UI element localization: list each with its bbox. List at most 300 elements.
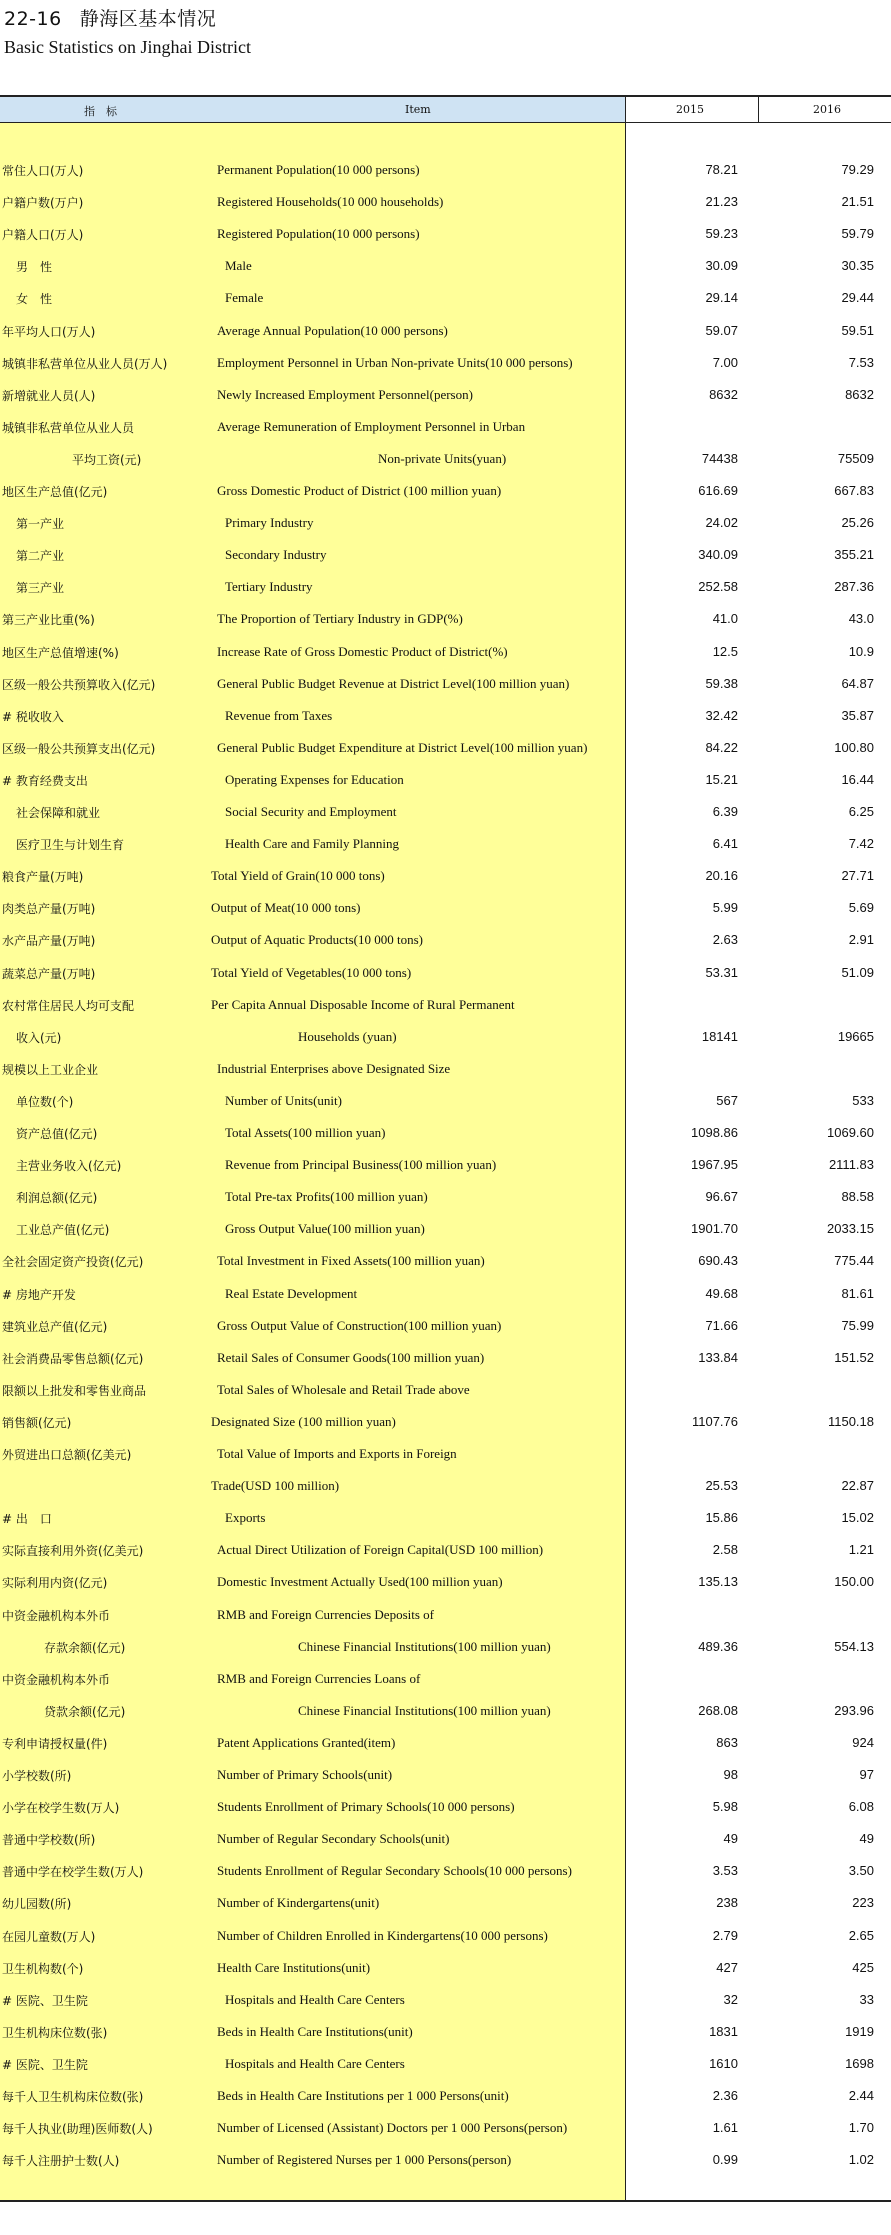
table-row — [0, 1212, 891, 1244]
row-label-en: Total Yield of Grain(10 000 tons) — [211, 868, 385, 884]
row-label-en: RMB and Foreign Currencies Loans of — [217, 1670, 421, 1686]
value-2015: 6.41 — [712, 836, 738, 852]
table-row — [0, 859, 891, 891]
row-label-en: Female — [225, 290, 264, 306]
value-2016: 35.87 — [841, 707, 874, 723]
table-row — [0, 2111, 891, 2143]
table-row — [0, 1373, 891, 1405]
row-label-en: Gross Output Value of Construction(100 million yuan) — [217, 1317, 502, 1333]
table-row — [0, 1437, 891, 1469]
table-row — [0, 1630, 891, 1662]
row-label-en: Hospitals and Health Care Centers — [225, 2055, 405, 2071]
table-row — [0, 1598, 891, 1630]
table-row — [0, 378, 891, 410]
value-2015: 96.67 — [705, 1189, 738, 1205]
row-label-zh: # 税收收入 — [2, 709, 64, 724]
table-row — [0, 2047, 891, 2079]
value-2016: 51.09 — [841, 964, 874, 980]
header-item-zh: 指 标 — [84, 105, 117, 118]
value-2016: 1.02 — [848, 2152, 874, 2168]
row-label-en: Hospitals and Health Care Centers — [225, 1991, 405, 2007]
row-label-zh: 幼儿园数(所) — [2, 1897, 72, 1912]
value-2016: 81.61 — [841, 1285, 874, 1301]
row-label-zh: 男 性 — [16, 260, 53, 275]
value-2016: 64.87 — [841, 675, 874, 691]
row-label-zh: 规模以上工业企业 — [2, 1062, 99, 1077]
row-label-zh: 每千人执业(助理)医师数(人) — [2, 2122, 153, 2137]
row-label-zh: 小学在校学生数(万人) — [2, 1801, 120, 1816]
value-2016: 1150.18 — [827, 1413, 874, 1429]
column-divider-year — [758, 95, 759, 123]
row-label-zh: 地区生产总值(亿元) — [2, 485, 108, 499]
row-label-en: Number of Regular Secondary Schools(unit) — [217, 1831, 450, 1847]
row-label-en: Real Estate Development — [225, 1285, 358, 1301]
header-year-2016: 2016 — [813, 103, 841, 116]
value-2016: 15.02 — [841, 1510, 874, 1526]
value-2016: 75509 — [837, 450, 874, 466]
table-row — [0, 442, 891, 474]
row-label-en: Newly Increased Employment Personnel(person) — [217, 386, 473, 402]
row-label-en: Output of Aquatic Products(10 000 tons) — [211, 932, 423, 948]
row-label-zh: # 教育经费支出 — [2, 773, 88, 788]
row-label-zh: 城镇非私营单位从业人员(万人) — [2, 356, 168, 371]
row-label-en: Gross Domestic Product of District (100 million yuan) — [217, 483, 502, 498]
table-row — [0, 699, 891, 731]
row-label-en: Exports — [225, 1510, 266, 1526]
row-label-zh: # 医院、卫生院 — [2, 2057, 88, 2072]
row-label-zh: 常住人口(万人) — [2, 164, 84, 178]
title-zh-line — [4, 4, 251, 31]
value-2016: 75.99 — [841, 1317, 874, 1333]
value-2015: 15.21 — [705, 771, 738, 787]
row-label-zh: 女 性 — [16, 292, 53, 307]
table-row — [0, 570, 891, 602]
value-2016: 16.44 — [841, 771, 874, 787]
value-2015: 2.58 — [712, 1542, 738, 1558]
value-2015: 340.09 — [698, 547, 738, 563]
row-label-zh: 工业总产值(亿元) — [16, 1223, 110, 1238]
value-2015: 32.42 — [705, 707, 738, 723]
value-2016: 100.80 — [834, 739, 874, 755]
row-label-zh: 第一产业 — [16, 517, 65, 532]
table-row — [0, 346, 891, 378]
value-2015: 6.39 — [712, 804, 738, 819]
value-2015: 7.00 — [712, 354, 738, 370]
value-2015: 78.21 — [705, 162, 738, 177]
row-label-en: Total Yield of Vegetables(10 000 tons) — [211, 964, 412, 980]
row-label-en: Trade(USD 100 million) — [211, 1478, 340, 1494]
table-row — [0, 795, 891, 827]
value-2016: 6.08 — [848, 1799, 874, 1815]
row-label-en: Students Enrollment of Primary Schools(10 000 persons) — [217, 1799, 515, 1815]
row-label-en: Total Value of Imports and Exports in Foreign — [217, 1446, 457, 1461]
value-2015: 2.63 — [712, 932, 738, 948]
row-label-en: Output of Meat(10 000 tons) — [211, 900, 361, 916]
table-row — [0, 923, 891, 955]
row-label-en: Operating Expenses for Education — [225, 771, 404, 787]
value-2015: 2.79 — [712, 1927, 738, 1943]
value-2016: 22.87 — [841, 1478, 874, 1494]
value-2016: 6.25 — [848, 804, 874, 819]
row-label-zh: 限额以上批发和零售业商品 — [2, 1383, 147, 1398]
value-2016: 29.44 — [841, 290, 874, 306]
table-row — [0, 1983, 891, 2015]
row-label-zh: 新增就业人员(人) — [2, 388, 96, 403]
row-label-zh: 第三产业比重(%) — [2, 613, 95, 628]
row-label-zh: 收入(元) — [16, 1030, 62, 1045]
table-row — [0, 1309, 891, 1341]
row-label-en: Average Remuneration of Employment Personnel in Urban — [217, 418, 526, 434]
value-2015: 616.69 — [698, 483, 738, 498]
row-label-en: Tertiary Industry — [225, 579, 313, 595]
value-2016: 27.71 — [841, 868, 874, 884]
row-label-zh: 单位数(个) — [16, 1094, 74, 1109]
value-2015: 268.08 — [698, 1702, 738, 1718]
value-2015: 25.53 — [705, 1478, 738, 1494]
value-2015: 2.36 — [712, 2088, 738, 2103]
value-2016: 1.70 — [848, 2120, 874, 2136]
value-2016: 2.65 — [848, 1927, 874, 1943]
row-label-zh: 存款余额(亿元) — [44, 1640, 126, 1655]
value-2016: 554.13 — [834, 1638, 874, 1654]
table-row — [0, 1084, 891, 1116]
row-label-zh: # 出 口 — [2, 1512, 52, 1527]
table-row — [0, 281, 891, 313]
row-label-en: Industrial Enterprises above Designated Size — [217, 1060, 451, 1076]
header-item-en: Item — [405, 103, 431, 116]
value-2015: 8632 — [709, 386, 738, 402]
row-label-en: Patent Applications Granted(item) — [217, 1734, 396, 1750]
value-2015: 49.68 — [705, 1285, 738, 1301]
row-label-en: Registered Population(10 000 persons) — [217, 226, 420, 242]
value-2016: 33 — [859, 1991, 874, 2007]
row-label-en: Per Capita Annual Disposable Income of Rural Permanent — [211, 996, 515, 1012]
value-2016: 19665 — [837, 1028, 874, 1044]
value-2015: 135.13 — [698, 1574, 738, 1590]
row-label-zh: 平均工资(元) — [72, 452, 142, 467]
value-2015: 20.16 — [705, 868, 738, 884]
value-2016: 97 — [859, 1767, 874, 1782]
row-label-en: Health Care Institutions(unit) — [217, 1959, 371, 1975]
table-row — [0, 763, 891, 795]
row-label-zh: 普通中学在校学生数(万人) — [2, 1865, 144, 1880]
value-2015: 1098.86 — [691, 1125, 738, 1140]
value-2015: 32 — [723, 1991, 738, 2007]
row-label-zh: 户籍户数(万户) — [2, 196, 84, 211]
title-zh: 静海区基本情况 — [79, 8, 217, 30]
row-label-zh: 中资金融机构本外币 — [2, 1672, 111, 1687]
table-row — [0, 1533, 891, 1565]
table-bottom-rule — [0, 2200, 891, 2202]
row-label-en: Chinese Financial Institutions(100 million yuan) — [298, 1702, 551, 1718]
value-2016: 1069.60 — [827, 1125, 874, 1140]
value-2015: 489.36 — [698, 1638, 738, 1654]
table-row — [0, 956, 891, 988]
value-2015: 30.09 — [705, 258, 738, 274]
table-row — [0, 1854, 891, 1886]
row-label-en: Total Investment in Fixed Assets(100 million yuan) — [217, 1253, 485, 1269]
table-row — [0, 1501, 891, 1533]
table-row — [0, 1277, 891, 1309]
header-year-2015: 2015 — [676, 103, 704, 116]
row-label-zh: 地区生产总值增速(%) — [2, 645, 119, 660]
value-2015: 41.0 — [712, 611, 738, 627]
row-label-en: Average Annual Population(10 000 persons) — [217, 322, 448, 338]
row-label-en: Employment Personnel in Urban Non-private Units(10 000 persons) — [217, 354, 573, 370]
table-row — [0, 1020, 891, 1052]
value-2016: 1698 — [845, 2055, 874, 2071]
value-2016: 1.21 — [848, 1542, 874, 1558]
row-label-zh: 粮食产量(万吨) — [2, 870, 84, 885]
value-2016: 30.35 — [841, 258, 874, 274]
table-row — [0, 249, 891, 281]
value-2015: 3.53 — [712, 1863, 738, 1879]
value-2015: 59.07 — [705, 322, 738, 338]
row-label-zh: 卫生机构数(个) — [2, 1961, 84, 1976]
value-2015: 5.99 — [712, 900, 738, 916]
row-label-zh: 卫生机构床位数(张) — [2, 2025, 108, 2040]
value-2015: 863 — [716, 1734, 738, 1750]
row-label-en: Total Sales of Wholesale and Retail Trade above — [217, 1381, 470, 1397]
row-label-zh: 实际直接利用外资(亿美元) — [2, 1544, 144, 1559]
row-label-zh: 区级一般公共预算支出(亿元) — [2, 741, 156, 756]
value-2016: 1919 — [845, 2023, 874, 2039]
row-label-en: General Public Budget Revenue at District Level(100 million yuan) — [217, 675, 570, 691]
row-label-en: Secondary Industry — [225, 547, 327, 563]
value-2015: 427 — [716, 1959, 738, 1975]
value-2015: 1107.76 — [691, 1413, 738, 1429]
value-2015: 71.66 — [705, 1317, 738, 1333]
row-label-zh: 外贸进出口总额(亿美元) — [2, 1448, 132, 1462]
value-2015: 18141 — [701, 1028, 738, 1044]
row-label-zh: 资产总值(亿元) — [16, 1127, 98, 1141]
row-label-en: Male — [225, 258, 252, 274]
table-row — [0, 506, 891, 538]
table-row — [0, 1180, 891, 1212]
table-row — [0, 667, 891, 699]
value-2015: 24.02 — [705, 515, 738, 531]
row-label-en: The Proportion of Tertiary Industry in GDP(%) — [217, 611, 463, 627]
table-row — [0, 891, 891, 923]
value-2016: 151.52 — [834, 1349, 874, 1365]
row-label-en: Beds in Health Care Institutions(unit) — [217, 2023, 413, 2039]
table-row — [0, 2079, 891, 2111]
value-2015: 59.38 — [705, 675, 738, 691]
value-2015: 1831 — [709, 2023, 738, 2039]
value-2016: 25.26 — [841, 515, 874, 531]
row-label-zh: 贷款余额(亿元) — [44, 1704, 126, 1719]
value-2016: 2111.83 — [828, 1157, 874, 1173]
value-2016: 924 — [852, 1734, 874, 1750]
table-row — [0, 153, 891, 185]
value-2015: 133.84 — [698, 1349, 738, 1365]
row-label-en: Households (yuan) — [298, 1028, 397, 1044]
row-label-zh: 利润总额(亿元) — [16, 1191, 98, 1206]
value-2016: 88.58 — [841, 1189, 874, 1205]
table-row — [0, 1565, 891, 1597]
value-2015: 98 — [723, 1767, 738, 1782]
row-label-zh: 建筑业总产值(亿元) — [2, 1319, 108, 1334]
table-row — [0, 988, 891, 1020]
value-2015: 1.61 — [712, 2120, 738, 2136]
value-2015: 74438 — [701, 450, 738, 466]
row-label-en: Retail Sales of Consumer Goods(100 million yuan) — [217, 1349, 485, 1365]
table-row — [0, 1052, 891, 1084]
row-label-en: Number of Licensed (Assistant) Doctors per 1 000 Persons(person) — [217, 2120, 568, 2136]
row-label-en: Gross Output Value(100 million yuan) — [225, 1221, 425, 1237]
row-label-zh: 水产品产量(万吨) — [2, 934, 96, 949]
table-row — [0, 1148, 891, 1180]
table-row — [0, 1341, 891, 1373]
row-label-zh: 户籍人口(万人) — [2, 228, 84, 243]
row-label-en: Actual Direct Utilization of Foreign Capital(USD 100 million) — [217, 1542, 544, 1558]
table-row — [0, 1116, 891, 1148]
row-label-en: Total Assets(100 million yuan) — [225, 1125, 386, 1140]
row-label-en: Revenue from Taxes — [225, 707, 333, 723]
row-label-zh: # 房地产开发 — [2, 1287, 76, 1302]
row-label-zh: 城镇非私营单位从业人员 — [2, 420, 135, 435]
table-number: 22-16 — [4, 8, 62, 30]
row-label-en: Beds in Health Care Institutions per 1 000 Persons(unit) — [217, 2088, 509, 2103]
value-2015: 53.31 — [705, 964, 738, 980]
value-2016: 7.53 — [848, 354, 874, 370]
row-label-zh: 中资金融机构本外币 — [2, 1608, 111, 1623]
table-row — [0, 1662, 891, 1694]
row-label-zh: 实际利用内资(亿元) — [2, 1576, 108, 1591]
value-2016: 43.0 — [848, 611, 874, 627]
table-row — [0, 1694, 891, 1726]
row-label-en: General Public Budget Expenditure at District Level(100 million yuan) — [217, 739, 588, 755]
row-label-zh: 蔬菜总产量(万吨) — [2, 966, 96, 981]
table-row — [0, 1405, 891, 1437]
table-row — [0, 827, 891, 859]
table-row — [0, 602, 891, 634]
row-label-en: Revenue from Principal Business(100 million yuan) — [225, 1157, 497, 1173]
title-block — [4, 4, 251, 58]
table-row — [0, 1919, 891, 1951]
value-2015: 15.86 — [705, 1510, 738, 1526]
value-2015: 1967.95 — [691, 1157, 738, 1173]
row-label-zh: # 医院、卫生院 — [2, 1993, 88, 2008]
row-label-en: Designated Size (100 million yuan) — [211, 1413, 396, 1429]
value-2016: 5.69 — [848, 900, 874, 916]
row-label-zh: 全社会固定资产投资(亿元) — [2, 1255, 144, 1270]
value-2016: 293.96 — [834, 1702, 874, 1718]
value-2015: 49 — [723, 1831, 738, 1847]
value-2015: 5.98 — [712, 1799, 738, 1815]
value-2016: 425 — [852, 1959, 874, 1975]
row-label-en: Chinese Financial Institutions(100 million yuan) — [298, 1638, 551, 1654]
value-2015: 29.14 — [705, 290, 738, 306]
value-2016: 59.79 — [841, 226, 874, 242]
row-label-zh: 专利申请授权量(件) — [2, 1736, 108, 1751]
value-2015: 12.5 — [712, 643, 738, 659]
value-2016: 7.42 — [848, 836, 874, 852]
row-label-zh: 普通中学校数(所) — [2, 1833, 96, 1848]
table-row — [0, 185, 891, 217]
row-label-zh: 医疗卫生与计划生育 — [16, 838, 125, 853]
row-label-en: Number of Units(unit) — [225, 1092, 342, 1108]
row-label-en: Domestic Investment Actually Used(100 million yuan) — [217, 1574, 503, 1590]
row-label-zh: 销售额(亿元) — [2, 1415, 72, 1430]
value-2016: 223 — [852, 1895, 874, 1911]
table-row — [0, 1822, 891, 1854]
row-label-en: Students Enrollment of Regular Secondary Schools(10 000 persons) — [217, 1863, 572, 1879]
table-row — [0, 2143, 891, 2175]
row-label-zh: 区级一般公共预算收入(亿元) — [2, 677, 156, 692]
row-label-zh: 社会保障和就业 — [16, 806, 101, 820]
row-label-zh: 社会消费品零售总额(亿元) — [2, 1351, 144, 1366]
table-row — [0, 1244, 891, 1276]
value-2016: 21.51 — [841, 194, 874, 210]
row-label-en: Permanent Population(10 000 persons) — [217, 162, 420, 177]
row-label-en: Number of Children Enrolled in Kindergartens(10 000 persons) — [217, 1927, 548, 1943]
row-label-zh: 年平均人口(万人) — [2, 324, 96, 339]
title-en: Basic Statistics on Jinghai District — [4, 37, 251, 57]
row-label-zh: 第三产业 — [16, 581, 65, 596]
value-2016: 533 — [852, 1092, 874, 1108]
value-2016: 49 — [859, 1831, 874, 1847]
row-label-en: RMB and Foreign Currencies Deposits of — [217, 1606, 435, 1622]
value-2015: 238 — [716, 1895, 738, 1911]
value-2016: 355.21 — [834, 547, 874, 563]
table-row — [0, 1951, 891, 1983]
table-row — [0, 731, 891, 763]
value-2016: 3.50 — [848, 1863, 874, 1879]
row-label-en: Number of Primary Schools(unit) — [217, 1767, 393, 1782]
value-2015: 21.23 — [705, 194, 738, 210]
value-2016: 667.83 — [834, 483, 874, 498]
value-2015: 0.99 — [712, 2152, 738, 2168]
row-label-zh: 第二产业 — [16, 549, 65, 564]
table-row — [0, 217, 891, 249]
row-label-zh: 每千人卫生机构床位数(张) — [2, 2090, 144, 2104]
row-label-zh: 小学校数(所) — [2, 1769, 72, 1783]
value-2016: 775.44 — [834, 1253, 874, 1269]
value-2016: 2.91 — [848, 932, 874, 948]
row-label-en: Total Pre-tax Profits(100 million yuan) — [225, 1189, 428, 1205]
row-label-zh: 肉类总产量(万吨) — [2, 902, 96, 917]
row-label-zh: 农村常住居民人均可支配 — [2, 998, 135, 1013]
table-row — [0, 410, 891, 442]
row-label-zh: 每千人注册护士数(人) — [2, 2154, 120, 2169]
row-label-en: Primary Industry — [225, 515, 314, 531]
value-2016: 150.00 — [834, 1574, 874, 1590]
row-label-en: Number of Kindergartens(unit) — [217, 1895, 380, 1911]
value-2016: 2.44 — [848, 2088, 874, 2103]
value-2016: 59.51 — [841, 322, 874, 338]
table-row — [0, 1790, 891, 1822]
value-2015: 1901.70 — [691, 1221, 738, 1237]
table-row — [0, 635, 891, 667]
row-label-en: Non-private Units(yuan) — [378, 450, 507, 466]
row-label-en: Social Security and Employment — [225, 804, 397, 819]
table-row — [0, 2015, 891, 2047]
value-2015: 84.22 — [705, 739, 738, 755]
value-2015: 1610 — [709, 2055, 738, 2071]
value-2016: 287.36 — [834, 579, 874, 595]
value-2016: 2033.15 — [827, 1221, 874, 1237]
table-row — [0, 474, 891, 506]
value-2016: 79.29 — [841, 162, 874, 177]
row-label-en: Registered Households(10 000 households) — [217, 194, 444, 210]
value-2016: 10.9 — [848, 643, 874, 659]
row-label-zh: 在园儿童数(万人) — [2, 1929, 96, 1944]
value-2015: 59.23 — [705, 226, 738, 242]
row-label-en: Number of Registered Nurses per 1 000 Persons(person) — [217, 2152, 512, 2168]
row-label-en: Increase Rate of Gross Domestic Product of District(%) — [217, 643, 508, 659]
value-2015: 690.43 — [698, 1253, 738, 1269]
